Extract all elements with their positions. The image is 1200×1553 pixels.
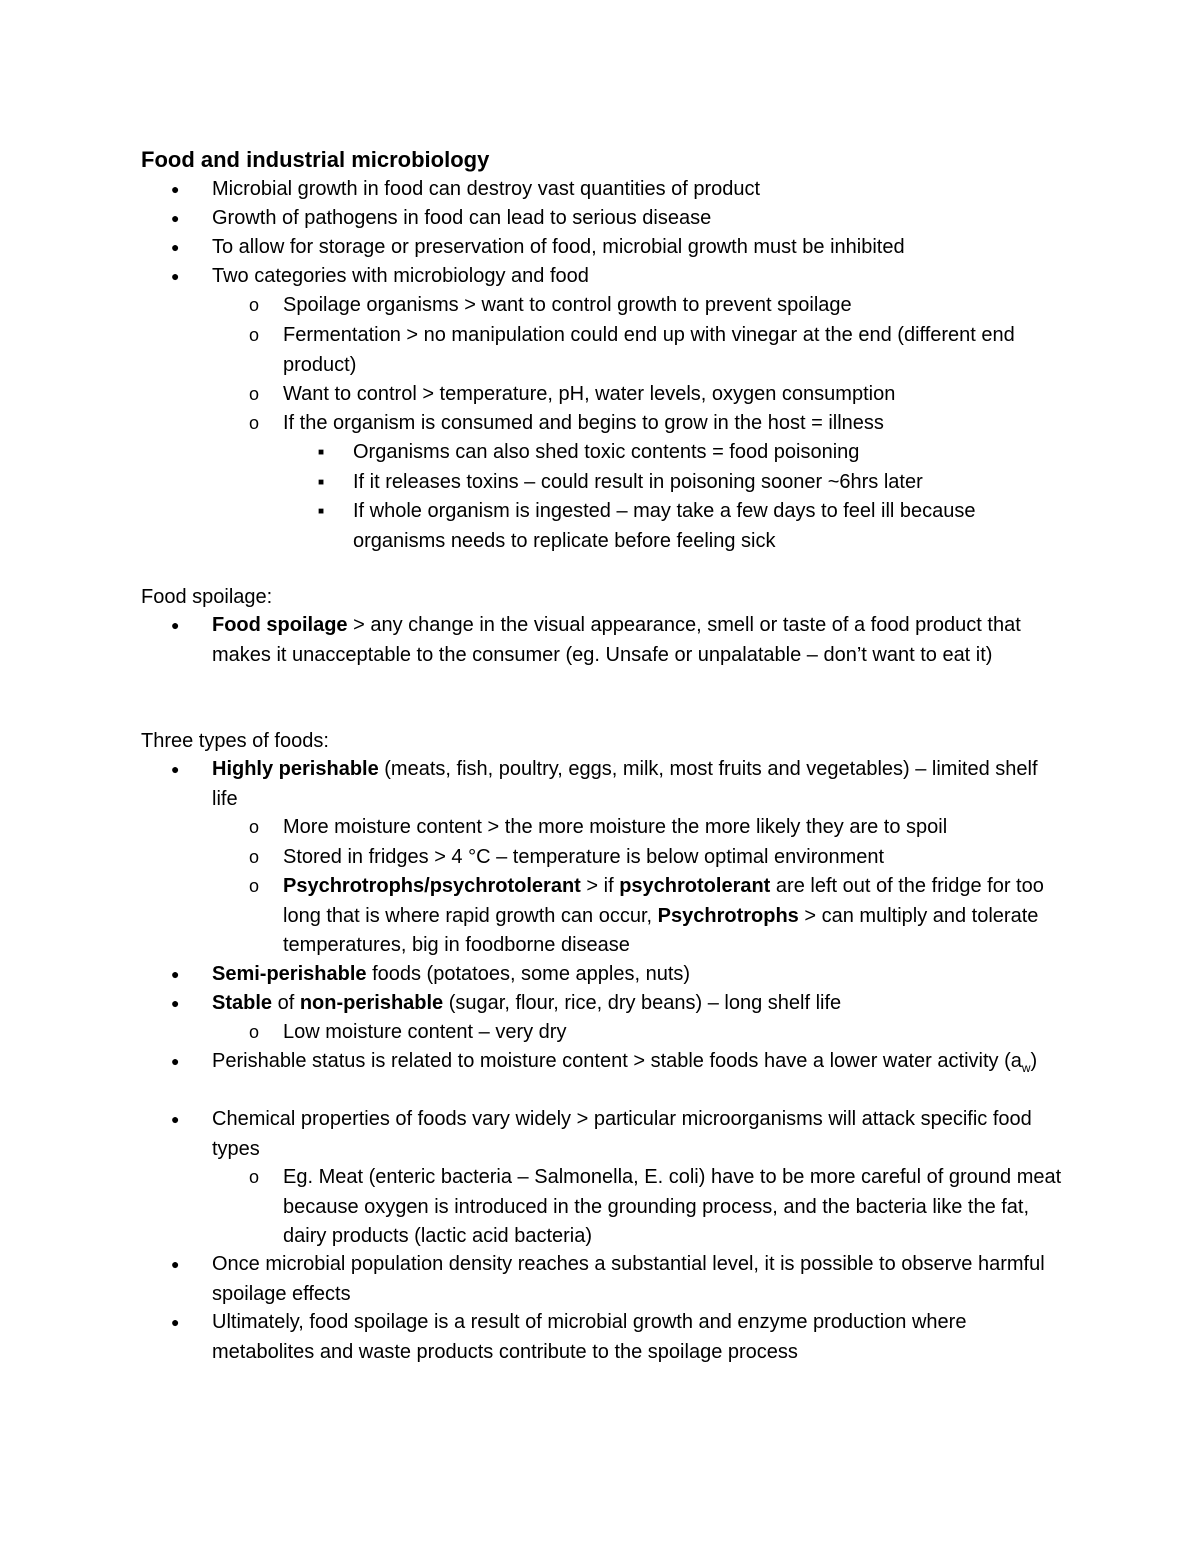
- list-item-rest: (sugar, flour, rice, dry beans) – long shelf life: [443, 992, 842, 1014]
- list-item: [249, 1018, 1063, 1048]
- list-item-text: [212, 960, 1062, 990]
- list-item: [249, 1163, 1063, 1252]
- circle-bullet-icon: o: [249, 325, 260, 345]
- list-item: [249, 843, 1063, 873]
- bullet-icon: ●: [171, 761, 180, 777]
- bullet-icon: ●: [171, 1314, 180, 1330]
- definition-text: > any change in the visual appearance, smell or taste of a food product that makes it unacceptable to the consumer (eg. Unsafe or unpalatable – don’t want to eat it): [212, 614, 1021, 666]
- list-item: [249, 872, 1063, 961]
- list-item-text: [212, 989, 1062, 1019]
- circle-bullet-icon: o: [249, 384, 260, 404]
- list-item-text: To allow for storage or preservation of food, microbial growth must be inhibited: [212, 236, 905, 258]
- list-item-text: Eg. Meat (enteric bacteria – Salmonella, E. coli) have to be more careful of ground meat because oxygen is introduced in the grounding process, and the bacteria like the fat, dairy products (lactic acid bacteria): [283, 1166, 1062, 1247]
- list-item-text: [212, 755, 1062, 814]
- circle-bullet-icon: o: [249, 876, 260, 896]
- list-item: [249, 291, 1063, 321]
- list-item-text: Microbial growth in food can destroy vast quantities of product: [212, 178, 761, 200]
- list-item-rest: Perishable status is related to moisture content > stable foods have a lower water activity (a: [212, 1050, 1022, 1072]
- square-bullet-icon: ■: [318, 447, 325, 458]
- list-item-rest: foods (potatoes, some apples, nuts): [366, 963, 691, 985]
- list-item-text: Low moisture content – very dry: [283, 1021, 567, 1043]
- list-item-text: Want to control > temperature, pH, water levels, oxygen consumption: [283, 383, 896, 405]
- list-item: [171, 1308, 1062, 1367]
- bullet-icon: ●: [171, 268, 180, 284]
- list-item: [171, 233, 1062, 263]
- list-item: [249, 813, 1063, 843]
- bullet-icon: ●: [171, 995, 180, 1011]
- list-item-rest: ): [1030, 1050, 1038, 1072]
- list-item: [249, 380, 1063, 410]
- list-item-text: Growth of pathogens in food can lead to serious disease: [212, 207, 712, 229]
- list-item: [171, 1047, 1062, 1077]
- page-title: Food and industrial microbiology: [141, 147, 490, 172]
- term-psychrotrophs: Psychrotrophs: [657, 904, 799, 927]
- bullet-icon: ●: [171, 966, 180, 982]
- bullet-icon: ●: [171, 181, 180, 197]
- list-item-text: Fermentation > no manipulation could end up with vinegar at the end (different end product): [283, 324, 1015, 376]
- list-item: [171, 611, 1062, 670]
- list-item-text: More moisture content > the more moisture the more likely they are to spoil: [283, 816, 948, 838]
- list-item-rest: are left out of the fridge for too long that is where rapid growth can occur,: [283, 875, 1044, 927]
- list-item-text: Stored in fridges > 4 °C – temperature is below optimal environment: [283, 846, 885, 868]
- list-item-text: [212, 1047, 1062, 1077]
- section-heading-three-types: Three types of foods:: [141, 730, 329, 752]
- list-item-text: If the organism is consumed and begins to grow in the host = illness: [283, 412, 884, 434]
- list-item: [171, 755, 1062, 814]
- circle-bullet-icon: o: [249, 413, 260, 433]
- list-item-text: [212, 611, 1062, 670]
- list-item-rest: of: [272, 992, 300, 1014]
- bullet-icon: ●: [171, 1256, 180, 1272]
- circle-bullet-icon: o: [249, 847, 260, 867]
- list-item-rest: (meats, fish, poultry, eggs, milk, most fruits and vegetables) – limited shelf life: [212, 758, 1038, 810]
- term-psychrotrophs-psychrotolerant: Psychrotrophs/psychrotolerant: [283, 875, 581, 897]
- list-item-rest: > can multiply and tolerate temperatures, big in foodborne disease: [283, 904, 1039, 956]
- bullet-icon: ●: [171, 239, 180, 255]
- list-item: [249, 409, 1063, 439]
- list-item: [171, 204, 1062, 234]
- term-semi-perishable: Semi-perishable: [212, 963, 367, 985]
- circle-bullet-icon: o: [249, 1022, 260, 1042]
- term-highly-perishable: Highly perishable: [212, 758, 379, 780]
- list-item-text: Chemical properties of foods vary widely > particular microorganisms will attack specific food types: [212, 1108, 1032, 1160]
- list-item: [171, 175, 1062, 205]
- list-item-text: Organisms can also shed toxic contents = food poisoning: [353, 441, 860, 463]
- list-item: [171, 1105, 1062, 1164]
- list-item: [171, 960, 1062, 990]
- square-bullet-icon: ■: [318, 477, 325, 488]
- list-item: [318, 497, 1073, 556]
- list-item-rest: > if: [580, 875, 620, 897]
- list-item: [318, 438, 1073, 468]
- bullet-icon: ●: [171, 617, 180, 633]
- circle-bullet-icon: o: [249, 295, 260, 315]
- list-item-text: Ultimately, food spoilage is a result of microbial growth and enzyme production where metabolites and waste products contribute to the spoilage process: [212, 1311, 967, 1363]
- square-bullet-icon: ■: [318, 506, 325, 517]
- list-item-text: If it releases toxins – could result in poisoning sooner ~6hrs later: [353, 471, 923, 493]
- list-item-text: Two categories with microbiology and food: [212, 265, 589, 287]
- list-item: [171, 262, 1062, 292]
- list-item-text: If whole organism is ingested – may take a few days to feel ill because organisms needs to replicate before feeling sick: [353, 500, 976, 552]
- bullet-icon: ●: [171, 1053, 180, 1069]
- term-stable: Stable: [212, 992, 273, 1014]
- list-item-text: Once microbial population density reaches a substantial level, it is possible to observe harmful spoilage effects: [212, 1253, 1045, 1305]
- section-heading-food-spoilage: Food spoilage:: [141, 586, 273, 608]
- list-item-text: Spoilage organisms > want to control growth to prevent spoilage: [283, 294, 852, 316]
- list-item: [318, 468, 1073, 498]
- term-non-perishable: non-perishable: [299, 992, 444, 1014]
- bullet-icon: ●: [171, 1111, 180, 1127]
- list-item: [171, 989, 1062, 1019]
- list-item: [249, 321, 1063, 380]
- list-item-text: [283, 872, 1063, 961]
- term-food-spoilage: Food spoilage: [212, 614, 348, 636]
- water-activity-subscript: w: [1021, 1061, 1031, 1075]
- circle-bullet-icon: o: [249, 1167, 260, 1187]
- bullet-icon: ●: [171, 210, 180, 226]
- circle-bullet-icon: o: [249, 817, 260, 837]
- list-item: [171, 1250, 1062, 1309]
- term-psychrotolerant: psychrotolerant: [619, 875, 771, 897]
